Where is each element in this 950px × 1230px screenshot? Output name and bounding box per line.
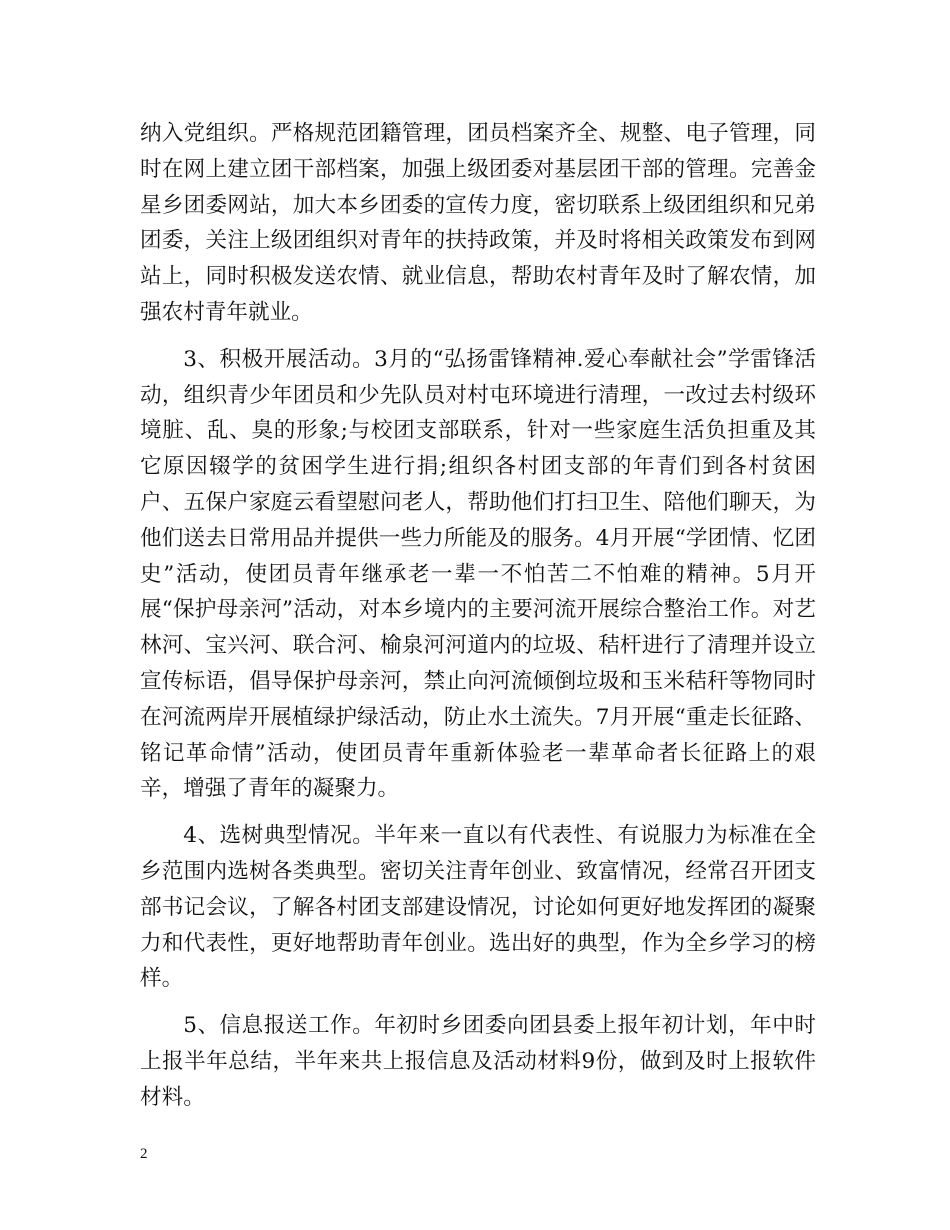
paragraph-information-reporting: 5、信息报送工作。年初时乡团委向团县委上报年初计划，年中时上报半年总结，半年来共上报信息及活动材料9份，做到及时上报软件材料。	[140, 1013, 816, 1110]
paragraph-role-models: 4、选树典型情况。半年来一直以有代表性、有说服力为标准在全乡范围内选树各类典型。密切关注青年创业、致富情况，经常召开团支部书记会议，了解各村团支部建设情况，讨论如何更好地发挥团的凝聚力和代表性，更好地帮助青年创业。选出好的典型，作为全乡学习的榜样。	[140, 823, 816, 992]
paragraph-activities: 3、积极开展活动。3月的“弘扬雷锋精神.爱心奉献社会”学雷锋活动，组织青少年团员和少先队员对村屯环境进行清理，一改过去村级环境脏、乱、臭的形象;与校团支部联系，针对一些家庭生活负担重及其它原因辍学的贫困学生进行捐;组织各村团支部的年青们到各村贫困户、五保户家庭云看望慰问老人，帮助他们打扫卫生、陪他们聊天，为他们送去日常用品并提供一些力所能及的服务。4月开展“学团情、忆团史”活动，使团员青年继承老一辈一不怕苦二不怕难的精神。5月开展“保护母亲河”活动，对本乡境内的主要河流开展综合整治工作。对艺林河、宝兴河、联合河、榆泉河河道内的垃圾、秸杆进行了清理并设立宣传标语，倡导保护母亲河，禁止向河流倾倒垃圾和玉米秸秆等物同时在河流两岸开展植绿护绿活动，防止水土流失。7月开展“重走长征路、铭记革命情”活动，使团员青年重新体验老一辈革命者长征路上的艰辛，增强了青年的凝聚力。	[140, 346, 816, 802]
page-number: 2	[140, 1146, 148, 1162]
paragraph-continuation: 纳入党组织。严格规范团籍管理，团员档案齐全、规整、电子管理，同时在网上建立团干部档案，加强上级团委对基层团干部的管理。完善金星乡团委网站，加大本乡团委的宣传力度，密切联系上级团组织和兄弟团委，关注上级团组织对青年的扶持政策，并及时将相关政策发布到网站上，同时积极发送农情、就业信息，帮助农村青年及时了解农情，加强农村青年就业。	[140, 121, 816, 325]
document-body	[140, 116, 816, 1127]
